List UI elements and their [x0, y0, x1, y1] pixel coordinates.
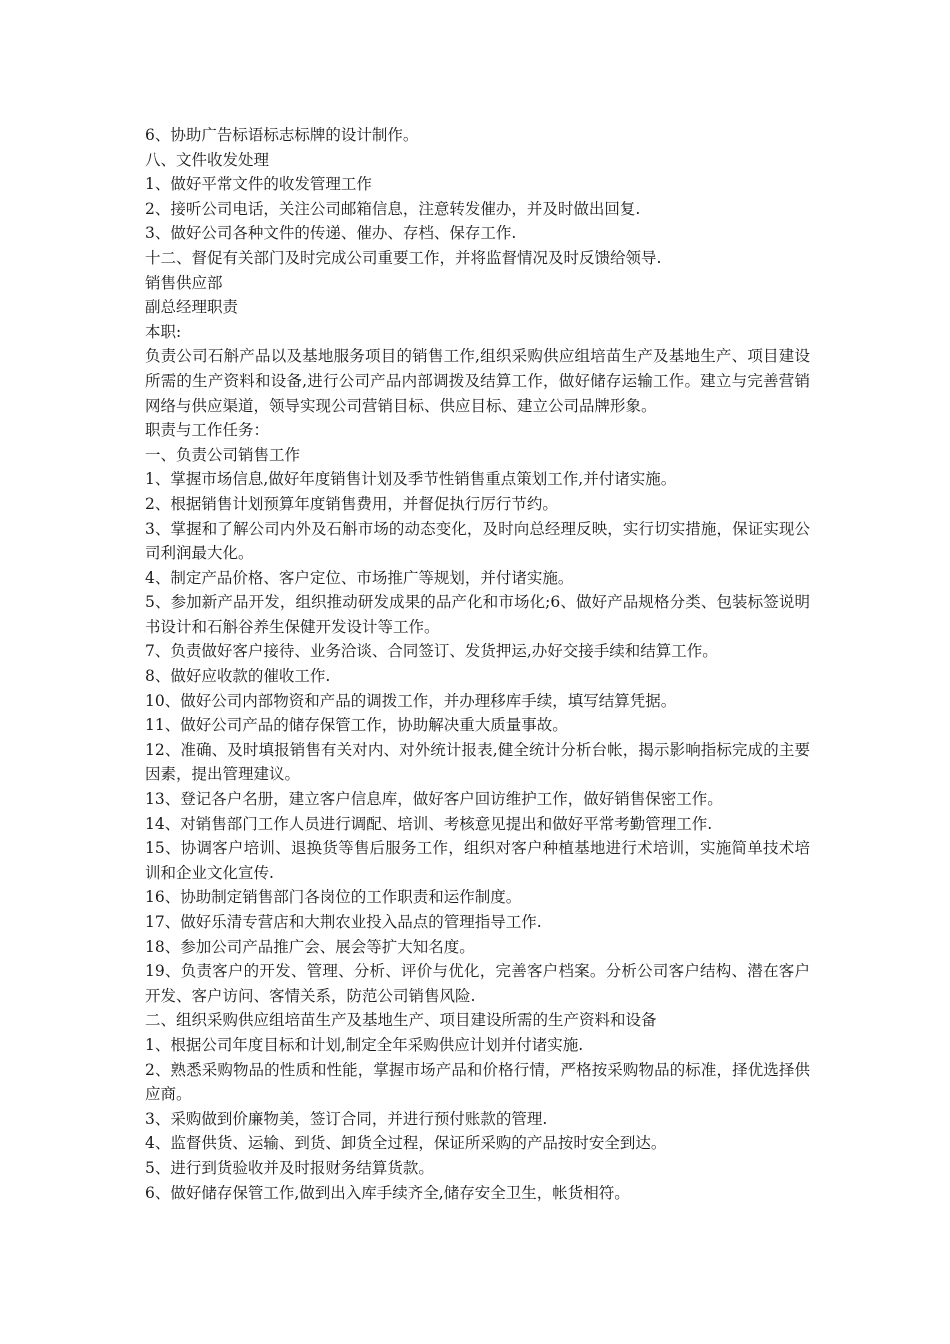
section-heading: 二、组织采购供应组培苗生产及基地生产、项目建设所需的生产资料和设备 [145, 1011, 657, 1030]
text-line: 16、协助制定销售部门各岗位的工作职责和运作制度。 [145, 888, 522, 907]
text-line: 14、对销售部门工作人员进行调配、培训、考核意见提出和做好平常考勤管理工作. [145, 814, 713, 833]
text-line: 职责与工作任务： [145, 421, 270, 440]
document-body [145, 123, 810, 1205]
text-line: 17、做好乐清专营店和大荆农业投入品点的管理指导工作. [145, 913, 542, 931]
text-line: 4、制定产品价格、客户定位、市场推广等规划，并付诸实施。 [145, 568, 574, 587]
section-heading: 十二、督促有关部门及时完成公司重要工作，并将监督情况及时反馈给领导. [145, 248, 662, 267]
paragraph: 5、参加新产品开发，组织推动研发成果的品产化和市场化;6、做好产品规格分类、包装标签说明书设计和石斛谷养生保健开发设计等工作。 [145, 593, 810, 636]
text-line: 18、参加公司产品推广会、展会等扩大知名度。 [145, 937, 475, 956]
section-heading: 一、负责公司销售工作 [145, 445, 301, 464]
role-heading: 副总经理职责 [145, 298, 239, 317]
department-heading: 销售供应部 [145, 273, 223, 292]
text-line: 1、根据公司年度目标和计划,制定全年采购供应计划并付诸实施. [145, 1035, 584, 1054]
text-line: 10、做好公司内部物资和产品的调拨工作，并办理移库手续，填写结算凭据。 [145, 691, 677, 710]
text-line: 3、采购做到价廉物美，签订合同，并进行预付账款的管理. [145, 1109, 548, 1128]
text-line: 2、根据销售计划预算年度销售费用，并督促执行厉行节约。 [145, 494, 558, 513]
text-line: 2、接听公司电话，关注公司邮箱信息，注意转发催办，并及时做出回复. [145, 199, 641, 218]
paragraph: 2、熟悉采购物品的性质和性能，掌握市场产品和价格行情，严格按采购物品的标准，择优选择供应商。 [145, 1060, 810, 1104]
paragraph: 负责公司石斛产品以及基地服务项目的销售工作,组织采购供应组培苗生产及基地生产、项目建设所需的生产资料和设备,进行公司产品内部调拨及结算工作，做好储存运输工作。建立与完善营销网络与供应渠道，领导实现公司营销目标、供应目标、建立公司品牌形象。 [145, 347, 810, 415]
paragraph: 19、负责客户的开发、管理、分析、评价与优化，完善客户档案。分析公司客户结构、潜在客户开发、客户访问、客情关系，防范公司销售风险. [145, 962, 810, 1005]
text-line: 11、做好公司产品的储存保管工作，协助解决重大质量事故。 [145, 716, 568, 735]
text-line: 3、做好公司各种文件的传递、催办、存档、保存工作. [145, 224, 517, 243]
paragraph: 12、准确、及时填报销售有关对内、对外统计报表,健全统计分析台帐，揭示影响指标完成的主要因素，提出管理建议。 [145, 740, 810, 784]
text-line: 4、监督供货、运输、到货、卸货全过程，保证所采购的产品按时安全到达。 [145, 1134, 667, 1153]
text-line: 8、做好应收款的催收工作. [145, 667, 331, 686]
text-line: 6、做好储存保管工作,做到出入库手续齐全,储存安全卫生，帐货相符。 [145, 1183, 630, 1202]
paragraph: 3、掌握和了解公司内外及石斛市场的动态变化，及时向总经理反映，实行切实措施，保证实现公司利润最大化。 [145, 519, 810, 563]
text-line: 6、协助广告标语标志标牌的设计制作。 [145, 126, 419, 144]
text-line: 1、掌握市场信息,做好年度销售计划及季节性销售重点策划工作,并付诸实施。 [145, 470, 677, 489]
paragraph: 15、协调客户培训、退换货等售后服务工作，组织对客户种植基地进行术培训，实施简单技术培训和企业文化宣传. [145, 839, 810, 882]
text-line: 13、登记各户名册，建立客户信息库，做好客户回访维护工作，做好销售保密工作。 [145, 790, 723, 809]
section-heading: 八、文件收发处理 [145, 150, 270, 169]
text-line: 5、进行到货验收并及时报财务结算货款。 [145, 1158, 434, 1177]
text-line: 本职: [145, 322, 182, 341]
text-line: 1、做好平常文件的收发管理工作 [145, 175, 372, 194]
text-line: 7、负责做好客户接待、业务洽谈、合同签订、发货押运,办好交接手续和结算工作。 [145, 642, 718, 661]
